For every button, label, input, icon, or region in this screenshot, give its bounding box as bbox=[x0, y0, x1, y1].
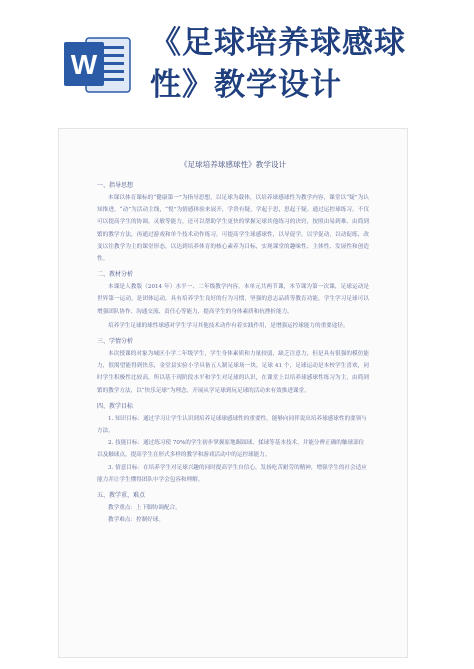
section-paragraph: 培养学生足球的球性球感对学生学习其他技术动作有着实践作用，是增强运控球能力的重要途径。 bbox=[108, 322, 349, 329]
page-header bbox=[0, 0, 474, 120]
section-heading: 一、指导思想 bbox=[97, 182, 134, 189]
section-heading: 五、教学重、难点 bbox=[97, 492, 146, 500]
objective-item: 1. 知识目标：通过学习让学生认识到培养足球球感球性的重要性，能够向同伴说出培养球感球性的要领与方法。 bbox=[97, 415, 367, 435]
section-paragraph: 本课是人教版（2014 年）水平一、二年级教学内容，本单元共两节课，本节课为第一次课，足球运动是世界第一运动，是团体运动，具有培养学生良好的行为习惯，坚强的意志品质等教育功能，学生学习足球可以增强团队协作、沟通交流、责任心等能力，提高学生的身体素质和抗挫折能力。 bbox=[97, 284, 369, 315]
word-icon bbox=[62, 32, 132, 96]
page-title bbox=[150, 22, 470, 106]
section-heading: 二、教材分析 bbox=[97, 271, 134, 279]
section-heading: 四、教学目标 bbox=[97, 402, 134, 410]
page-title-line1: 《足球培养球感球 bbox=[150, 25, 406, 61]
section-paragraph: 本次授课的对象为城区小学二年级学生，学生身体素质和力量较弱，缺乏注意力，但是具有很强的模仿能力，很渴望能得到快乐，金堂县实验小学具备五人制足球场一块，足球 41 个，足球运动是本校学生喜欢，同时学生积极性比较高，所以基于现阶段水平和学生对足球的认识，在课堂上以培养球感球性练习为主，由简到繁的教学方法，以“快乐足球”为理念，开展从学足球到玩足球的活动来有效推进课堂。 bbox=[97, 351, 369, 394]
keypoint-item: 教学难点：控制好球。 bbox=[108, 517, 164, 524]
keypoint-item: 教学重点：上下脚协调配合。 bbox=[108, 505, 181, 512]
document-title: 《足球培养球感球性》教学设计 bbox=[179, 160, 287, 169]
section-paragraph: 本课以体育课标的“健康第一”为指导思想，以足球为载体，以培养球感球性为教学内容，课堂以“疑”为认知推进，“动”为活动主线，“悦”为情感体验来展开，学贵有疑，学起于思，思起于疑。通过运控球练习，不仅可以提高学生的协调、灵敏等能力，还可以帮助学生更快的掌握足球其他练习的诀窍，按照由易到难、由简到繁的教学方法，再通过游戏和单个技术动作练习，可提高学生球感球性，以导促学，以学促动，以动促练，改变以往教学为主的课堂形态，以达到培养体育的核心素养为目标，实现课堂的趣味性、主体性、发展性和创造性。 bbox=[97, 195, 369, 263]
document-page bbox=[58, 128, 408, 658]
page-title-line2: 性》教学设计 bbox=[150, 67, 342, 103]
objective-item: 2. 技能目标：通过练习使 70%的学生初步掌握原地踢踩球、揉球等基本技术，并能分辨正确的触球部位以及触球点，提高学生在形式多样的教学和游戏活动中的运控球能力。 bbox=[97, 440, 365, 459]
section-heading: 三、学情分析 bbox=[97, 338, 134, 346]
svg-text:W: W bbox=[70, 49, 98, 80]
objective-item: 3. 情意目标：在培养学生对足球兴趣的同时提高学生自信心，发扬吃苦耐劳的精神，增强学生的社会适应能力并让学生懂得团队中学会包容和理解。 bbox=[97, 464, 367, 483]
